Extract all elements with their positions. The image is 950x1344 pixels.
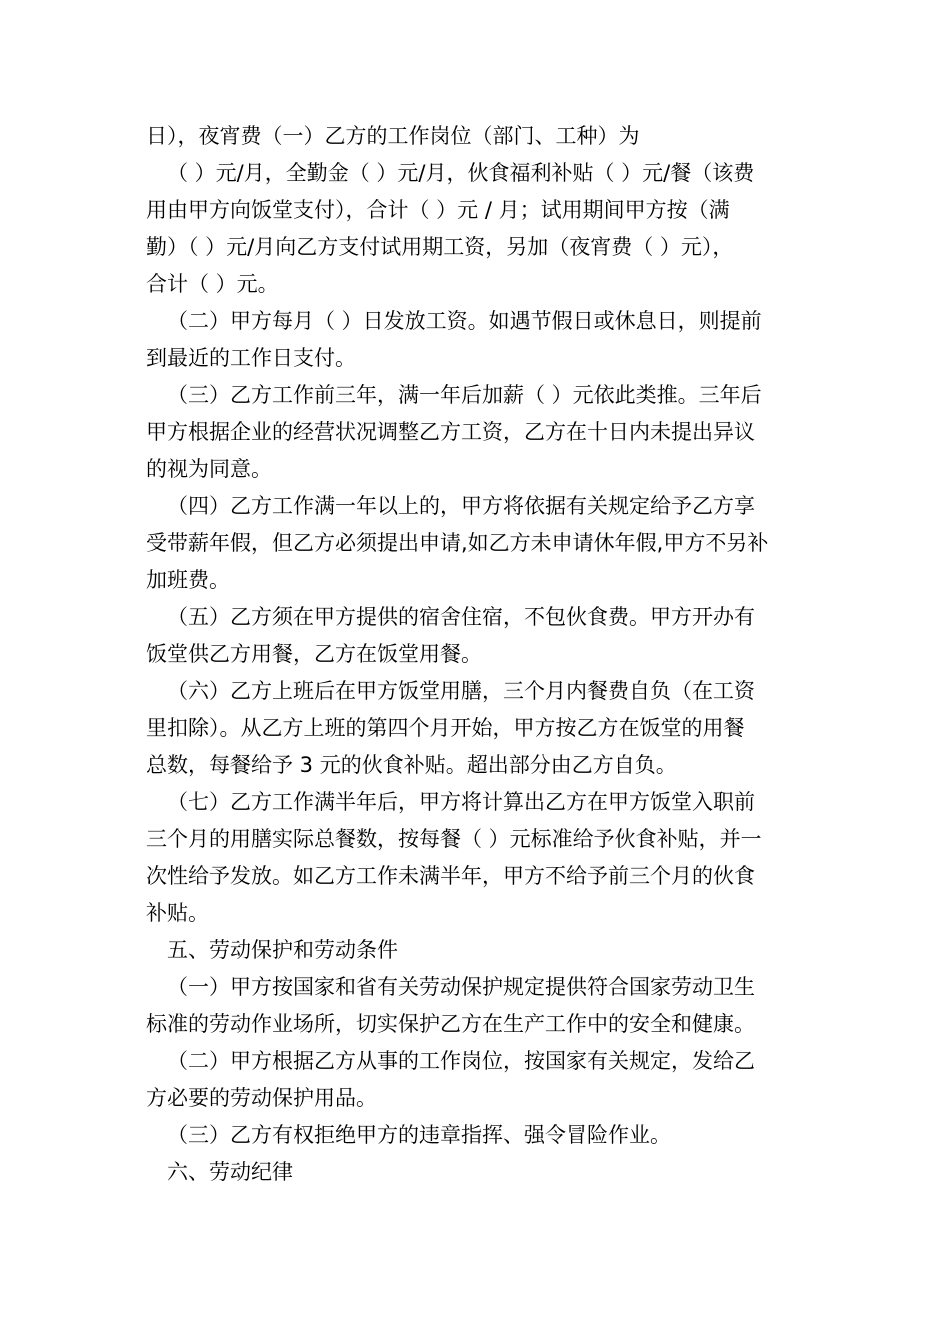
paragraph-clause-6 [146, 673, 806, 784]
text-line: 方必要的劳动保护用品。 [146, 1086, 377, 1110]
text-line: 甲方根据企业的经营状况调整乙方工资，乙方在十日内未提出异议 [146, 420, 755, 444]
paragraph-clause-7 [146, 784, 806, 932]
text-line: 合计（ ）元。 [146, 272, 279, 296]
text-line: 里扣除）。从乙方上班的第四个月开始，甲方按乙方在饭堂的用餐 [146, 716, 745, 740]
text-line: （ ）元/月，全勤金（ ）元/月，伙食福利补贴（ ）元/餐（该费 [167, 161, 755, 185]
text-line: 勤）（ ）元/月向乙方支付试用期工资，另加（夜宵费（ ）元）， [146, 235, 734, 259]
text-line: （三）乙方有权拒绝甲方的违章指挥、强令冒险作业。 [167, 1123, 671, 1147]
text-line: （七）乙方工作满半年后，甲方将计算出乙方在甲方饭堂入职前 [167, 790, 755, 814]
paragraph-5-clause-2 [146, 1043, 806, 1117]
text-line: 的视为同意。 [146, 457, 272, 481]
section-heading: 五、劳动保护和劳动条件 [167, 938, 398, 962]
text-line: （二）甲方每月（ ）日发放工资。如遇节假日或休息日，则提前 [167, 309, 762, 333]
paragraph-clause-3 [146, 377, 806, 488]
document-body [146, 118, 806, 1191]
paragraph-5-clause-1 [146, 969, 806, 1043]
text-line: 加班费。 [146, 568, 230, 592]
text-line: 受带薪年假，但乙方必须提出申请,如乙方未申请休年假,甲方不另补 [146, 531, 769, 555]
text-line: （四）乙方工作满一年以上的，甲方将依据有关规定给予乙方享 [167, 494, 755, 518]
text-line: 标准的劳动作业场所，切实保护乙方在生产工作中的安全和健康。 [146, 1012, 755, 1036]
paragraph-5-clause-3 [146, 1117, 806, 1154]
section-heading: 六、劳动纪律 [167, 1160, 293, 1184]
section-heading-6 [146, 1154, 806, 1191]
text-line: 次性给予发放。如乙方工作未满半年，甲方不给予前三个月的伙食 [146, 864, 755, 888]
paragraph-clause-5 [146, 599, 806, 673]
text-line: 用由甲方向饭堂支付），合计（ ）元 / 月；试用期间甲方按（满 [146, 198, 730, 222]
text-line: 到最近的工作日支付。 [146, 346, 356, 370]
text-line: 饭堂供乙方用餐，乙方在饭堂用餐。 [146, 642, 482, 666]
text-line: 日），夜宵费（一）乙方的工作岗位（部门、工种）为 [146, 124, 640, 148]
text-line: 总数，每餐给予 3 元的伙食补贴。超出部分由乙方自负。 [146, 753, 677, 777]
paragraph-clause-4 [146, 488, 806, 599]
text-line: （一）甲方按国家和省有关劳动保护规定提供符合国家劳动卫生 [167, 975, 755, 999]
paragraph-clause-2 [146, 303, 806, 377]
text-line: （六）乙方上班后在甲方饭堂用膳，三个月内餐费自负（在工资 [167, 679, 755, 703]
text-line: 三个月的用膳实际总餐数，按每餐（ ）元标准给予伙食补贴，并一 [146, 827, 762, 851]
paragraph-salary-terms [146, 155, 806, 303]
paragraph-continued [146, 118, 806, 155]
text-line: 补贴。 [146, 901, 209, 925]
text-line: （五）乙方须在甲方提供的宿舍住宿，不包伙食费。甲方开办有 [167, 605, 755, 629]
text-line: （二）甲方根据乙方从事的工作岗位，按国家有关规定，发给乙 [167, 1049, 755, 1073]
text-line: （三）乙方工作前三年，满一年后加薪（ ）元依此类推。三年后 [167, 383, 762, 407]
section-heading-5 [146, 932, 806, 969]
